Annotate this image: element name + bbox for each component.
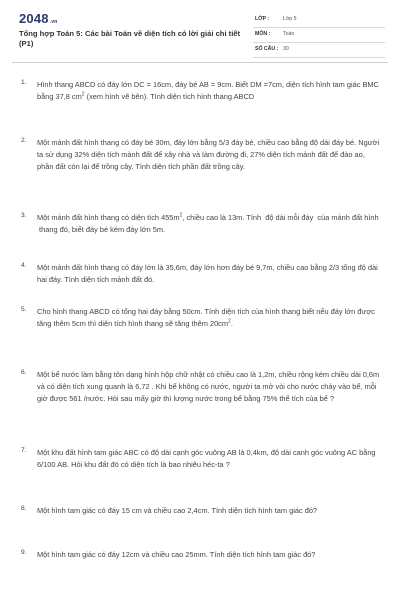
meta-panel	[253, 14, 385, 59]
site-logo[interactable]	[19, 11, 58, 26]
question-number: 3.	[21, 212, 27, 219]
meta-row-subject	[253, 29, 385, 43]
question-number: 6.	[21, 369, 27, 376]
question-number: 5.	[21, 306, 27, 313]
question-text: Một hình tam giác có đáy 12cm và chiều cao 25mm. Tính diện tích hình tam giác đó?	[37, 550, 316, 559]
document-title: Tổng hợp Toán 5: Các bài Toán về diện tích có lời giải chi tiết (P1)	[19, 29, 241, 48]
meta-value: Lớp 5	[283, 16, 297, 22]
question-number: 2.	[21, 137, 27, 144]
question-number: 4.	[21, 262, 27, 269]
logo-text: 2048	[19, 11, 49, 26]
question-text: Một mảnh đất hình thang có diện tích $455m^2$, chiều cao là 13m. Tính độ dài mỗi đáy của mảnh đất hình thang đó, biết đáy bé kém đáy lớn 5m.	[37, 212, 379, 234]
header-divider	[12, 62, 388, 63]
meta-value: Toán	[283, 31, 295, 37]
meta-row-class	[253, 14, 385, 28]
question-text: Cho hình thang ABCD có tổng hai đáy bằng 50cm. Tính diện tích của hình thang biết nếu đáy lớn được tăng thêm 5cm thì diện tích hình thang sẽ tăng thêm $20cm^2$.	[37, 307, 375, 328]
question-number: 7.	[21, 447, 27, 454]
question-text: Một mảnh đất hình thang có đáy lớn là 35,6m, đáy lớn hơn đáy bé 9,7m, chiều cao bằng 2/3 tổng độ dài hai đáy. Tính diện tích mảnh đất đó.	[37, 263, 378, 284]
question-number: 8.	[21, 505, 27, 512]
meta-label: MÔN :	[255, 31, 271, 37]
meta-value: 30	[283, 46, 289, 52]
question-text: Một hình tam giác có đáy 15 cm và chiều cao 2,4cm. Tính diện tích hình tam giác đó?	[37, 506, 318, 515]
document-header	[0, 0, 400, 60]
meta-label: LỚP :	[255, 16, 270, 22]
question-text: Một khu đất hình tam giác ABC có độ dài cạnh góc vuông AB là 0,4km, độ dài canh góc vuông AC bằng 6/100 AB. Hỏi khu đất đó có diện tích là bao nhiêu héc-ta ?	[37, 448, 376, 469]
question-text: Một mảnh đất hình thang có đáy bé 30m, đáy lớn bằng 5/3 đáy bé, chiều cao bằng độ dài đáy bé. Người ta sử dụng 32% diện tích mảnh đất để xây nhà và làm đường đi, 27% diện tích mảnh đất để đào ao, phần đất còn lại để trồng cây. Tính diện tích phần đất trồng cây.	[37, 138, 380, 171]
meta-label: SỐ CÂU :	[255, 46, 279, 52]
question-text: Một bể nước làm bằng tôn dạng hình hộp chữ nhật có chiều cao là 1,2m, chiều rộng kém chiều dài 0,6m và có diện tích xung quanh là 6,72 . Khi bể không có nước, người ta mở vòi cho nước chảy vào bể, mỗi giờ được 561 /nước. Hỏi sau mấy giờ thì lượng nước trong bể bằng 75% thể tích của bể ?	[37, 370, 380, 403]
question-number: 1.	[21, 79, 27, 86]
question-number: 9.	[21, 549, 27, 556]
logo-suffix: .vn	[49, 19, 58, 25]
question-text: Hình thang ABCD có đáy lớn DC = 16cm, đáy bé AB = 9cm. Biết DM =7cm, diện tích hình tam giác BMC bằng 37,8 $cm^2$ (xem hình vẽ bên). Tính diện tích hình thang ABCD	[37, 80, 379, 101]
meta-row-count	[253, 44, 385, 58]
